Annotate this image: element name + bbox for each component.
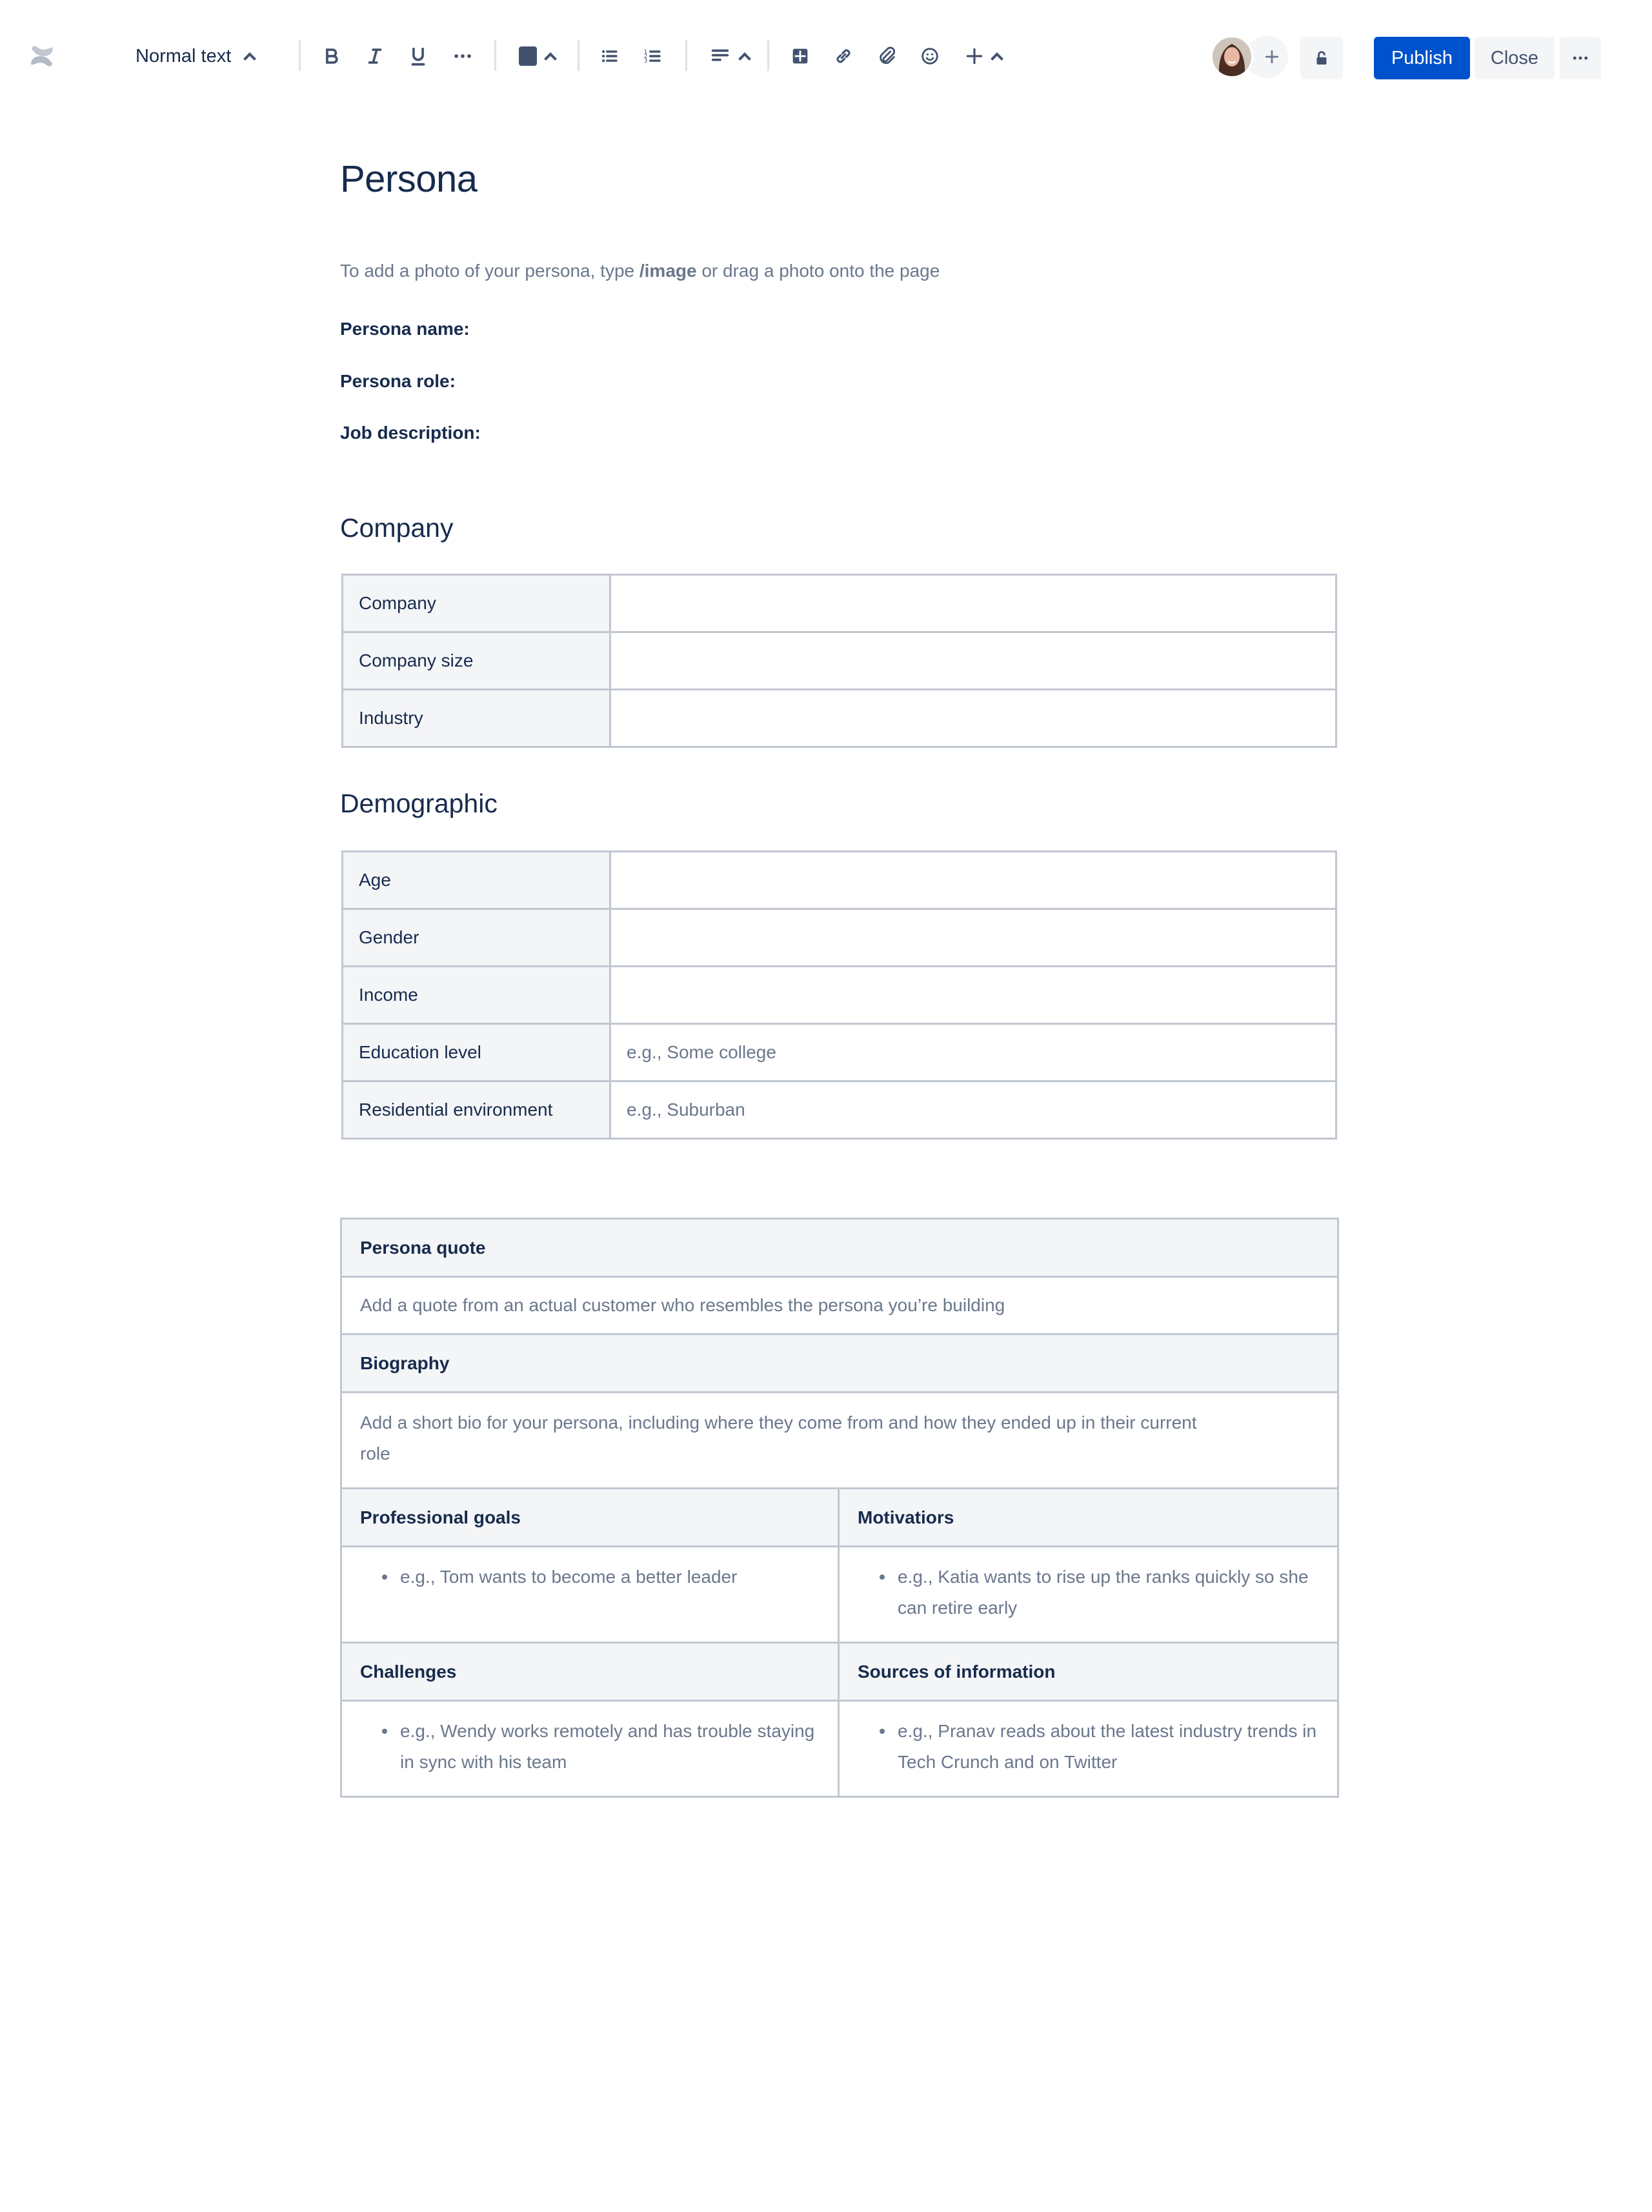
company-size-label-cell[interactable]: Company size <box>343 632 610 690</box>
plus-icon <box>1262 47 1282 66</box>
residential-label-cell[interactable]: Residential environment <box>343 1081 610 1139</box>
challenges-list <box>360 1716 820 1778</box>
list-item: e.g., Katia wants to rise up the ranks quickly so she can retire early <box>880 1562 1319 1624</box>
income-value-cell[interactable] <box>610 967 1336 1024</box>
text-style-label: Normal text <box>136 45 232 66</box>
chevron-up-icon <box>991 52 1003 65</box>
persona-role-label: Persona role: <box>340 371 456 391</box>
insert-link-button[interactable] <box>827 40 860 72</box>
motivators-list <box>858 1562 1319 1624</box>
chevron-up-icon <box>544 52 557 65</box>
chevron-up-icon <box>243 52 256 65</box>
table-row <box>341 1277 1338 1334</box>
plus-icon <box>964 46 985 66</box>
age-value-cell[interactable] <box>610 852 1336 909</box>
page-title[interactable]: Persona <box>340 158 478 200</box>
close-button[interactable]: Close <box>1475 37 1555 79</box>
table-row <box>343 575 1336 632</box>
svg-text:3: 3 <box>643 57 648 65</box>
persona-name-label: Persona name: <box>340 319 470 339</box>
company-heading: Company <box>340 513 454 543</box>
unlock-icon <box>1312 48 1331 68</box>
education-label-cell[interactable]: Education level <box>343 1024 610 1081</box>
bullet-list-button[interactable] <box>594 40 626 72</box>
confluence-logo-icon[interactable] <box>26 40 58 72</box>
biography-cell[interactable]: Add a short bio for your persona, including where they come from and how they ended up in their current role <box>341 1393 1338 1489</box>
italic-icon <box>364 45 386 67</box>
more-icon <box>1571 48 1590 68</box>
company-label-cell[interactable]: Company <box>343 575 610 632</box>
demographic-heading: Demographic <box>340 789 498 818</box>
user-avatar[interactable] <box>1211 35 1253 78</box>
sources-header[interactable]: Sources of information <box>839 1643 1338 1701</box>
sources-list <box>858 1716 1319 1778</box>
age-label-cell[interactable]: Age <box>343 852 610 909</box>
editor-toolbar <box>0 0 1652 112</box>
align-left-icon <box>709 45 731 67</box>
gender-label-cell[interactable]: Gender <box>343 909 610 967</box>
professional-goals-cell[interactable] <box>341 1547 839 1643</box>
persona-quote-cell[interactable]: Add a quote from an actual customer who resembles the persona you’re building <box>341 1277 1338 1334</box>
persona-quote-header[interactable]: Persona quote <box>341 1219 1338 1277</box>
insert-more-button[interactable] <box>960 40 1005 72</box>
more-formatting-icon <box>452 45 474 67</box>
list-item: e.g., Pranav reads about the latest industry trends in Tech Crunch and on Twitter <box>880 1716 1319 1778</box>
text-color-icon <box>519 46 537 66</box>
attachment-button[interactable] <box>871 40 903 72</box>
company-size-value-cell[interactable] <box>610 632 1336 690</box>
insert-table-button[interactable] <box>784 40 816 72</box>
table-row <box>341 1219 1338 1277</box>
more-actions-button[interactable] <box>1560 37 1601 79</box>
numbered-list-icon <box>642 45 664 67</box>
table-row <box>341 1643 1338 1701</box>
table-row <box>343 909 1336 967</box>
income-label-cell[interactable]: Income <box>343 967 610 1024</box>
challenges-header[interactable]: Challenges <box>341 1643 839 1701</box>
emoji-icon <box>919 45 941 67</box>
photo-hint <box>340 261 940 281</box>
industry-label-cell[interactable]: Industry <box>343 690 610 747</box>
table-row <box>343 967 1336 1024</box>
emoji-button[interactable] <box>914 40 946 72</box>
underline-icon <box>407 45 429 67</box>
table-row <box>343 690 1336 747</box>
residential-value-cell[interactable]: e.g., Suburban <box>610 1081 1336 1139</box>
svg-text:2: 2 <box>643 53 648 60</box>
toolbar-divider <box>578 40 579 71</box>
text-style-dropdown[interactable] <box>136 40 254 72</box>
text-color-button[interactable] <box>511 40 563 72</box>
toolbar-divider <box>299 40 301 71</box>
persona-profile-table <box>340 1218 1339 1798</box>
chevron-up-icon <box>738 52 751 65</box>
motivators-header[interactable]: Motivatiors <box>839 1489 1338 1547</box>
toolbar-divider <box>685 40 687 71</box>
company-table <box>341 574 1337 748</box>
professional-goals-header[interactable]: Professional goals <box>341 1489 839 1547</box>
attachment-icon <box>876 45 898 67</box>
hint-text: or drag a photo onto the page <box>696 261 940 281</box>
toolbar-divider <box>494 40 496 71</box>
alignment-button[interactable] <box>703 40 755 72</box>
toolbar-divider <box>767 40 769 71</box>
hint-text: To add a photo of your persona, type <box>340 261 640 281</box>
table-row <box>343 632 1336 690</box>
job-description-label: Job description: <box>340 423 481 443</box>
education-value-cell[interactable]: e.g., Some college <box>610 1024 1336 1081</box>
table-icon <box>789 45 811 67</box>
goals-list <box>360 1562 820 1593</box>
link-icon <box>832 45 854 67</box>
list-item: e.g., Tom wants to become a better leader <box>382 1562 820 1593</box>
bold-button[interactable] <box>316 40 348 72</box>
table-row <box>341 1393 1338 1489</box>
svg-text:1: 1 <box>643 48 648 55</box>
challenges-cell[interactable] <box>341 1701 839 1797</box>
table-row <box>343 852 1336 909</box>
gender-value-cell[interactable] <box>610 909 1336 967</box>
numbered-list-button[interactable] <box>637 40 669 72</box>
italic-button[interactable] <box>359 40 391 72</box>
motivators-cell[interactable] <box>839 1547 1338 1643</box>
underline-button[interactable] <box>402 40 434 72</box>
table-row <box>341 1489 1338 1547</box>
user-photo <box>1213 37 1251 77</box>
restrictions-button[interactable] <box>1300 37 1343 79</box>
publish-button[interactable]: Publish <box>1374 37 1470 79</box>
bullet-list-icon <box>599 45 621 67</box>
hint-command: /image <box>639 261 697 281</box>
bold-icon <box>321 45 343 67</box>
table-row <box>343 1024 1336 1081</box>
table-row <box>341 1547 1338 1643</box>
table-row <box>341 1701 1338 1797</box>
more-formatting-button[interactable] <box>447 40 479 72</box>
company-value-cell[interactable] <box>610 575 1336 632</box>
table-row <box>341 1334 1338 1393</box>
list-item: e.g., Wendy works remotely and has trouble staying in sync with his team <box>382 1716 820 1778</box>
demographic-table <box>341 850 1337 1140</box>
biography-header[interactable]: Biography <box>341 1334 1338 1393</box>
sources-cell[interactable] <box>839 1701 1338 1797</box>
industry-value-cell[interactable] <box>610 690 1336 747</box>
table-row <box>343 1081 1336 1139</box>
